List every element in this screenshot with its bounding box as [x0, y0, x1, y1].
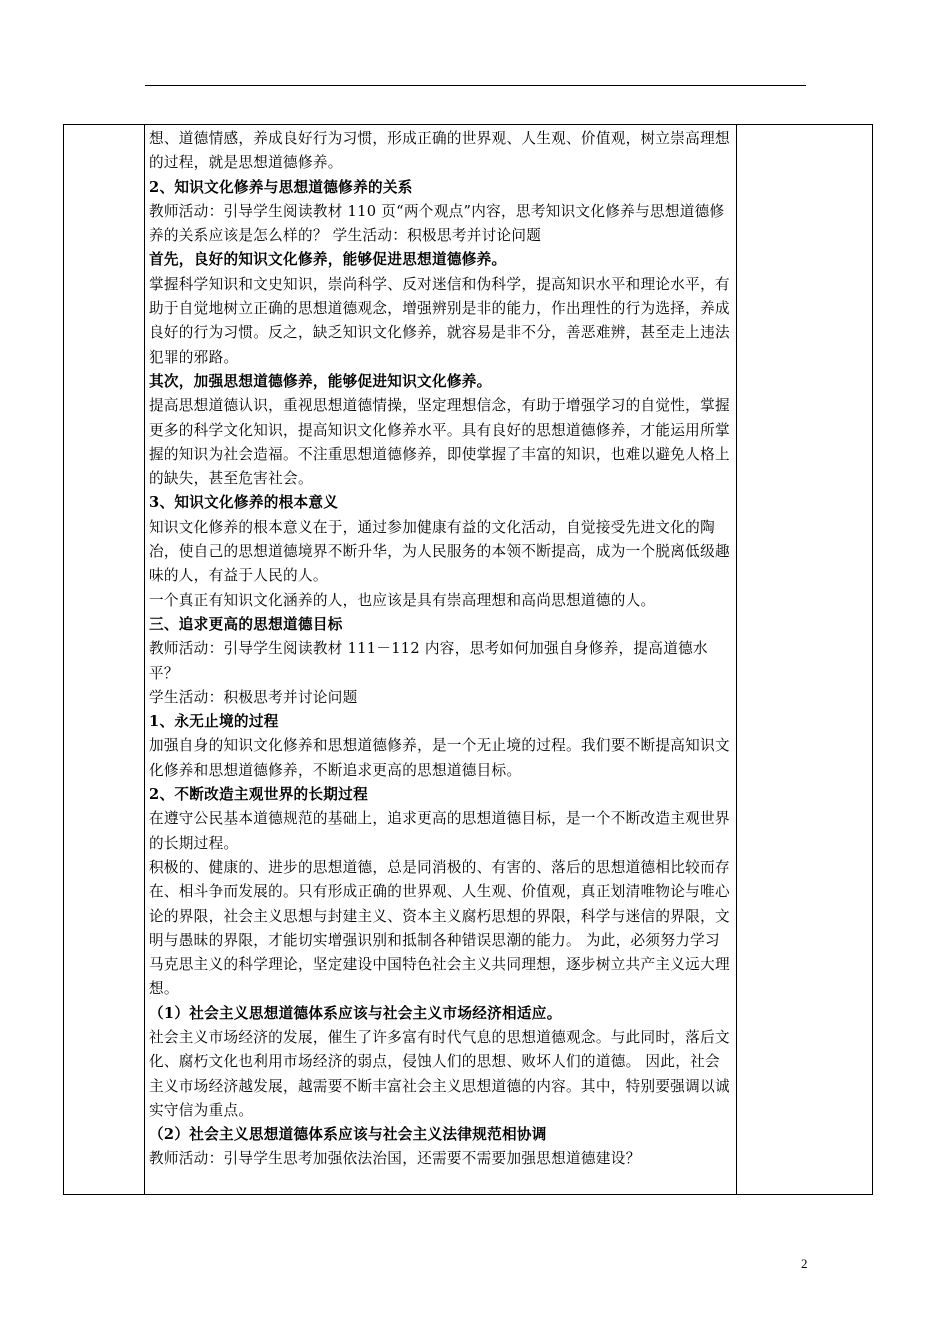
paragraph: 社会主义市场经济的发展，催生了许多富有时代气息的思想道德观念。与此同时，落后文化、腐朽文化也利用市场经济的弱点，侵蚀人们的思想、败坏人们的道德。 因此，社会主义市场经济越发展，越需要不断丰富社会主义思想道德的内容。其中，特别要强调以诚实守信为重点。: [149, 1028, 730, 1119]
table-left-column: [64, 125, 145, 1194]
paragraph: 教师活动：引导学生思考加强依法治国，还需要不需要加强思想道德建设？: [149, 1150, 641, 1168]
paragraph: 学生活动：积极思考并讨论问题: [149, 688, 358, 706]
paragraph: 积极的、健康的、进步的思想道德，总是同消极的、有害的、落后的思想道德相比较而存在、相斗争而发展的。只有形成正确的世界观、人生观、价值观，真正划清唯物论与唯心论的界限，社会主义思想与封建主义、资本主义腐朽思想的界限，科学与迷信的界限，文明与愚昧的界限，才能切实增强识别和抵制各种错误思潮的能力。 为此，必须努力学习马克思主义的科学理论，坚定建设中国特色社会主义共同理想，逐步树立共产主义远大理想。: [149, 858, 730, 998]
page-number: 2: [801, 1256, 808, 1271]
paragraph: 掌握科学知识和文史知识，崇尚科学、反对迷信和伪科学，提高知识水平和理论水平，有助于自觉地树立正确的思想道德观念，增强辨别是非的能力，作出理性的行为选择，养成良好的行为习惯。反之，缺乏知识文化修养，就容易是非不分，善恶难辨，甚至走上违法犯罪的邪路。: [149, 275, 730, 366]
paragraph: 知识文化修养的根本意义在于，通过参加健康有益的文化活动，自觉接受先进文化的陶冶，使自己的思想道德境界不断升华，为人民服务的本领不断提高，成为一个脱离低级趣味的人，有益于人民的人。: [149, 518, 730, 585]
paragraph: 在遵守公民基本道德规范的基础上，追求更高的思想道德目标，是一个不断改造主观世界的长期过程。: [149, 810, 730, 852]
paragraph: 想、道德情感，养成良好行为习惯，形成正确的世界观、人生观、价值观，树立崇高理想的过程，就是思想道德修养。: [149, 130, 730, 172]
table-content-column: [145, 127, 737, 1193]
lesson-table: [63, 124, 873, 1195]
paragraph: 一个真正有知识文化涵养的人，也应该是具有崇高理想和高尚思想道德的人。: [149, 591, 656, 609]
section-heading: 2、知识文化修养与思想道德修养的关系: [149, 178, 413, 196]
paragraph: 教师活动：引导学生阅读教材 110 页“两个观点”内容，思考知识文化修养与思想道德修养的关系应该是怎么样的？ 学生活动：积极思考并讨论问题: [149, 202, 725, 245]
paragraph: 加强自身的知识文化修养和思想道德修养，是一个无止境的过程。我们要不断提高知识文化修养和思想道德修养，不断追求更高的思想道德目标。: [149, 737, 730, 779]
section-heading: （2）社会主义思想道德体系应该与社会主义法律规范相协调: [149, 1126, 547, 1144]
paragraph: 教师活动：引导学生阅读教材 111－112 内容，思考如何加强自身修养，提高道德水平？: [149, 640, 708, 682]
section-heading: 2、不断改造主观世界的长期过程: [149, 786, 368, 804]
paragraph: 提高思想道德认识，重视思想道德情操，坚定理想信念，有助于增强学习的自觉性，掌握更多的科学文化知识，提高知识文化修养水平。具有良好的思想道德修养，才能运用所掌握的知识为社会造福。不注重思想道德修养，即使掌握了丰富的知识，也难以避免人格上的缺失，甚至危害社会。: [149, 397, 730, 488]
section-heading: 三、追求更高的思想道德目标: [149, 615, 343, 633]
section-heading: 首先，良好的知识文化修养，能够促进思想道德修养。: [149, 251, 507, 269]
section-heading: 1、永无止境的过程: [149, 713, 279, 731]
header-rule: [145, 85, 806, 86]
section-heading: 3、知识文化修养的根本意义: [149, 494, 339, 512]
table-right-column: [736, 125, 872, 1194]
section-heading: 其次，加强思想道德修养，能够促进知识文化修养。: [149, 372, 492, 390]
section-heading: （1）社会主义思想道德体系应该与社会主义市场经济相适应。: [149, 1004, 562, 1022]
